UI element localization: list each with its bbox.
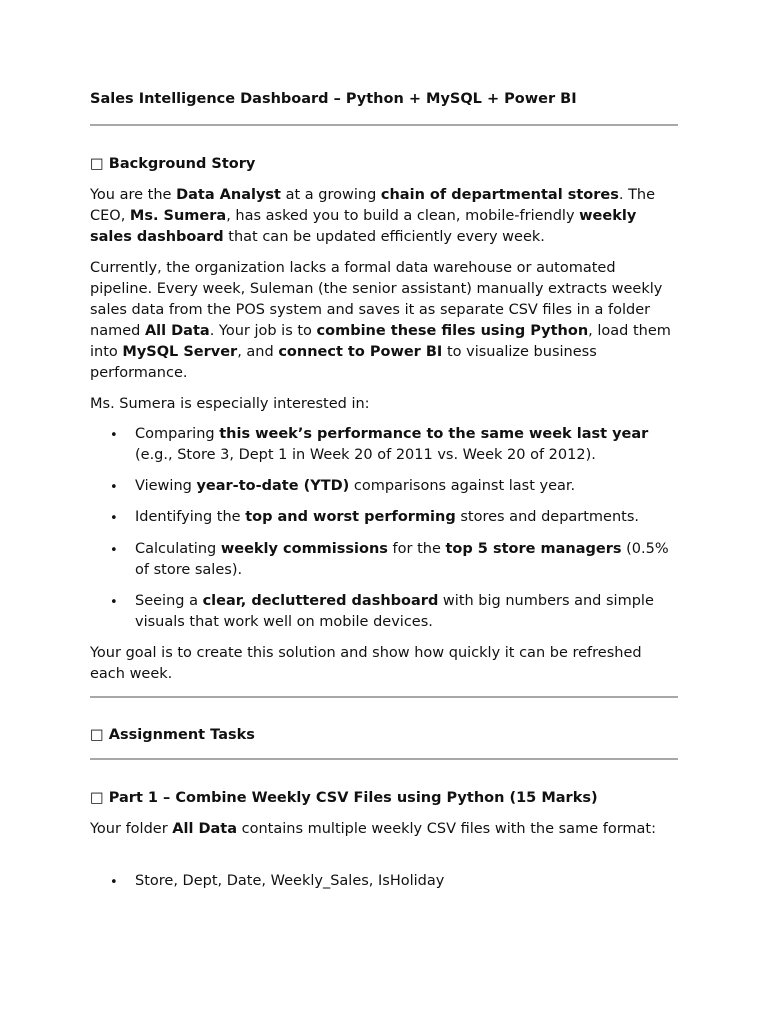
bold-text: Ms. Sumera [129,208,227,224]
bullet-marker: • [110,480,118,495]
tasks-heading [90,727,255,743]
bold-text: weekly sales dashboard [90,208,637,245]
bold-text: Data Analyst [176,187,281,203]
text-run: Comparing [135,426,220,442]
bold-text: All Data [144,323,210,339]
bold-text: this week’s performance to the same week last year [219,426,649,442]
background-paragraph-2 [90,258,680,384]
text-run: Calculating [135,541,221,557]
text-run: contains multiple weekly CSV files with the same format: [237,821,656,837]
bold-text: weekly commissions [220,541,388,557]
text-run: at a growing [280,187,381,203]
bullet-marker: • [110,875,118,890]
bold-text: top and worst performing [245,509,456,525]
divider [90,124,678,126]
text-run: Your goal is to create this solution and show how quickly it can be refreshed each week. [90,645,642,682]
bold-text: clear, decluttered dashboard [202,593,439,609]
background-paragraph-4 [90,643,680,685]
background-heading [90,156,255,172]
bullet-marker: • [110,428,118,443]
text-run: , and [237,344,279,360]
heading-text: Part 1 – Combine Weekly CSV Files using Python (15 Marks) [108,790,598,806]
text-run: to visualize business performance. [90,344,597,381]
text-run: that can be updated efficiently every week. [223,229,545,245]
text-run: , has asked you to build a clean, mobile-friendly [226,208,580,224]
text-run: for the [387,541,446,557]
bold-text: All Data [172,821,238,837]
bullet-marker: • [110,511,118,526]
bold-text: MySQL Server [122,344,238,360]
list-item [135,476,685,497]
text-run: Ms. Sumera is especially interested in: [90,396,370,412]
bold-text: combine these files using Python [316,323,589,339]
background-paragraph-3 [90,394,680,415]
list-item [135,539,685,581]
text-run: Currently, the organization lacks a formal data warehouse or automated pipeline. Every week, Suleman (the senior assistant) manually extracts weekly sales data from the POS system and saves it as separate CSV files in a folder named [90,260,663,339]
part1-paragraph [90,819,680,840]
heading-text: Background Story [108,156,256,172]
text-run: . The CEO, [90,187,656,224]
text-run: You are the [90,187,177,203]
bold-text: connect to Power BI [278,344,443,360]
heading-icon: □ [90,790,104,806]
text-run: Seeing a [135,593,203,609]
heading-text: Assignment Tasks [108,727,255,743]
text-run: (0.5% of store sales). [135,541,669,578]
text-run: Identifying the [135,509,246,525]
list-item [135,507,685,528]
text-run: . Your job is to [209,323,317,339]
text-run: , load them into [90,323,671,360]
part1-heading [90,790,598,806]
bold-text: top 5 store managers [445,541,622,557]
divider [90,696,678,698]
heading-icon: □ [90,156,104,172]
text-run: (e.g., Store 3, Dept 1 in Week 20 of 2011 vs. Week 20 of 2012). [135,447,596,463]
bold-text: chain of departmental stores [380,187,619,203]
list-item [135,424,685,466]
bullet-marker: • [110,595,118,610]
divider [90,758,678,760]
text-run: with big numbers and simple visuals that work well on mobile devices. [135,593,654,630]
text-run: Your folder [90,821,173,837]
text-run: stores and departments. [455,509,640,525]
bullet-marker: • [110,543,118,558]
list-item [135,591,685,633]
text-run: comparisons against last year. [349,478,576,494]
background-paragraph-1 [90,185,680,248]
text-run: Viewing [135,478,197,494]
document-title: Sales Intelligence Dashboard – Python + MySQL + Power BI [90,91,577,107]
bold-text: year-to-date (YTD) [196,478,350,494]
list-item [135,871,685,892]
text-run: Store, Dept, Date, Weekly_Sales, IsHoliday [135,873,445,889]
heading-icon: □ [90,727,104,743]
